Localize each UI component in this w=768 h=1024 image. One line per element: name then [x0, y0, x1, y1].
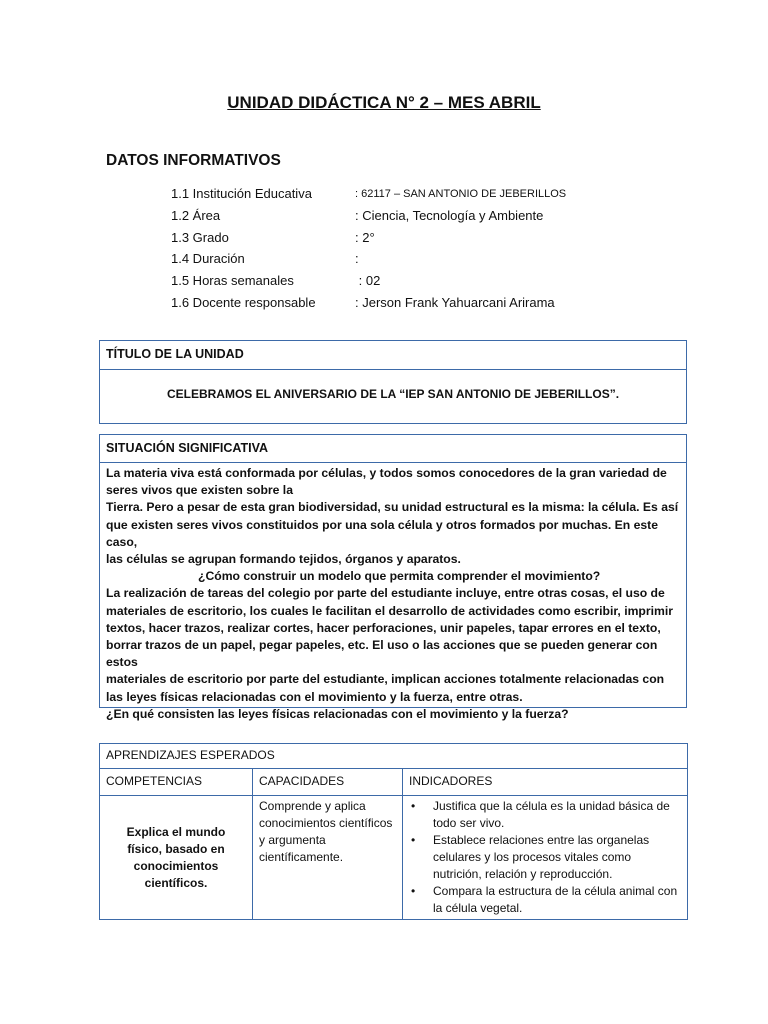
header-capacidades: CAPACIDADES [253, 769, 403, 796]
aprendizajes-header-row [100, 769, 688, 796]
situacion-body [100, 463, 686, 723]
indicador-text: Justifica que la célula es la unidad básica de todo ser vivo. [433, 799, 670, 830]
info-label: 1.3 Grado [171, 230, 229, 245]
header-indicadores: INDICADORES [403, 769, 688, 796]
indicador-item [407, 832, 683, 883]
indicador-item [407, 798, 683, 832]
info-value: : [355, 251, 359, 266]
situacion-line: las células se agrupan formando tejidos, órganos y aparatos. [106, 552, 461, 567]
indicadores-list [407, 798, 683, 917]
info-value: : Jerson Frank Yahuarcani Arirama [355, 295, 555, 310]
situacion-line: La realización de tareas del colegio por parte del estudiante incluye, entre otras cosas, el uso de [106, 586, 665, 601]
info-label: 1.4 Duración [171, 251, 245, 266]
header-competencias: COMPETENCIAS [100, 769, 253, 796]
bullet-icon: • [411, 884, 416, 898]
situacion-line: que existen seres vivos constituidos por una sola célula y otros formados por muchas. En este caso, [106, 517, 658, 549]
indicadores-cell [403, 796, 688, 920]
bullet-icon: • [411, 799, 416, 813]
situacion-line: materiales de escritorio por parte del estudiante, implican acciones totalmente relacionadas con [106, 672, 665, 687]
info-label: 1.2 Área [171, 208, 221, 223]
info-value: : 2° [355, 230, 375, 245]
situacion-line: textos, hacer trazos, realizar cortes, hacer perforaciones, unir papeles, tapar errores en el texto, [106, 620, 661, 635]
competencia-cell: Explica el mundo físico, basado en conocimientos científicos. [100, 796, 253, 920]
info-label: 1.6 Docente responsable [171, 295, 316, 310]
aprendizajes-title-row [100, 744, 688, 769]
info-label: 1.1 Institución Educativa [171, 186, 312, 201]
situacion-line: La materia viva está conformada por células, y todos somos conocedores de la gran variedad de [106, 466, 667, 480]
indicador-item [407, 883, 683, 917]
info-value: : 62117 – SAN ANTONIO DE JEBERILLOS [355, 188, 567, 200]
aprendizajes-row [100, 796, 688, 920]
situacion-line: borrar trazos de un papel, pegar papeles, etc. El uso o las acciones que se pueden generar con estos [106, 638, 658, 670]
document-title: UNIDAD DIDÁCTICA N° 2 – MES ABRIL [227, 93, 541, 112]
capacidad-cell: Comprende y aplica conocimientos científicos y argumenta científicamente. [253, 796, 403, 920]
titulo-unidad-box [99, 340, 687, 424]
aprendizajes-title: APRENDIZAJES ESPERADOS [100, 744, 688, 769]
datos-informativos-heading: DATOS INFORMATIVOS [106, 152, 281, 169]
indicador-text: Compara la estructura de la célula animal con la célula vegetal. [433, 884, 678, 915]
situacion-heading: SITUACIÓN SIGNIFICATIVA [100, 435, 686, 463]
situacion-line: Tierra. Pero a pesar de esta gran biodiversidad, su unidad estructural es la misma: la célula. Es así [106, 500, 679, 515]
situacion-question: ¿En qué consisten las leyes físicas relacionadas con el movimiento y la fuerza? [106, 706, 569, 721]
aprendizajes-table [99, 743, 688, 920]
situacion-line: materiales de escritorio, los cuales le facilitan el desarrollo de actividades como escribir, imprimir [106, 603, 673, 618]
situacion-question: ¿Cómo construir un modelo que permita comprender el movimiento? [198, 569, 601, 584]
info-value: : Ciencia, Tecnología y Ambiente [355, 208, 544, 223]
situacion-line: las leyes físicas relacionadas con el movimiento y la fuerza, entre otras. [106, 689, 523, 704]
info-label: 1.5 Horas semanales [171, 273, 294, 288]
situacion-significativa-box [99, 434, 687, 721]
indicador-text: Establece relaciones entre las organelas celulares y los procesos vitales como nutrición, relación y reproducción. [433, 833, 650, 881]
titulo-unidad-heading: TÍTULO DE LA UNIDAD [100, 341, 686, 370]
situacion-line: seres vivos que existen sobre la [106, 483, 293, 498]
info-value: : 02 [355, 273, 381, 288]
titulo-unidad-text: CELEBRAMOS EL ANIVERSARIO DE LA “IEP SAN ANTONIO DE JEBERILLOS”. [166, 387, 620, 401]
bullet-icon: • [411, 833, 416, 847]
